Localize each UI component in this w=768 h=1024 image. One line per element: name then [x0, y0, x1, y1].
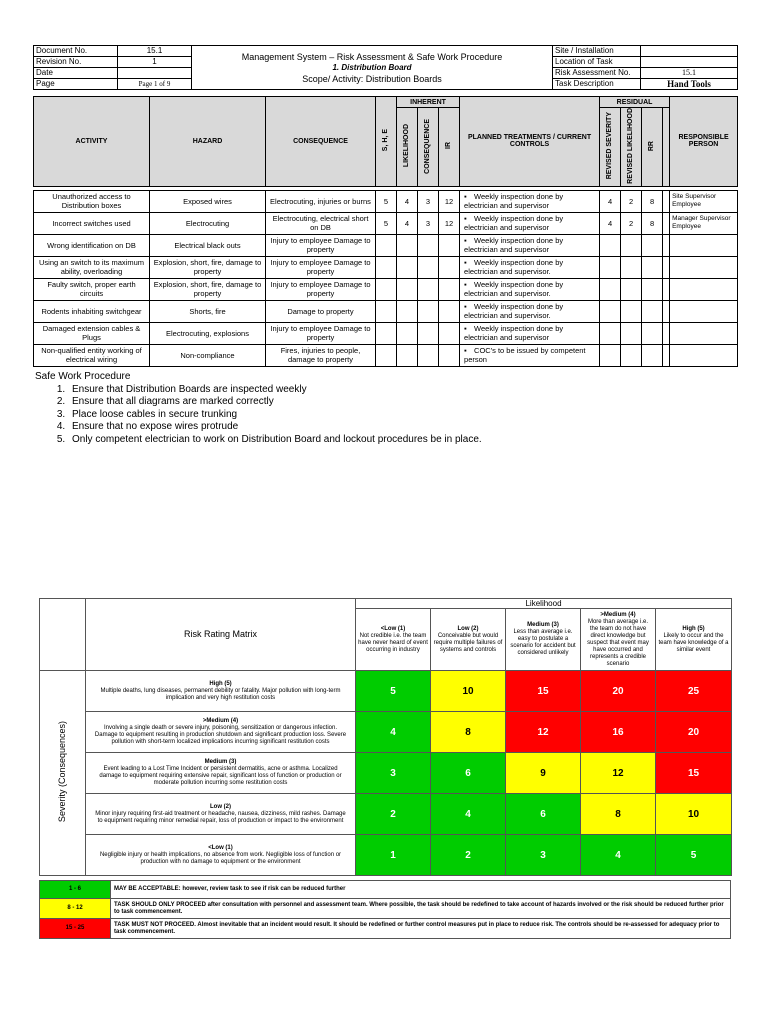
severity-row	[40, 794, 732, 835]
risk-score-cell: 3	[356, 753, 431, 794]
location-value	[641, 57, 738, 68]
consequence-rating-cell: 3	[418, 190, 439, 212]
likelihood-cell	[397, 344, 418, 366]
table-row	[34, 212, 738, 234]
scope-activity: Scope/ Activity: Distribution Boards	[302, 73, 442, 84]
swp-item: 3. Place loose cables in secure trunking	[68, 409, 482, 422]
col-ir: IR	[439, 108, 460, 187]
risk-score-cell: 6	[431, 753, 506, 794]
table-row	[34, 300, 738, 322]
control-text: Weekly inspection done by electrician and supervisor.	[464, 280, 564, 299]
consequence-cell: Injury to employee Damage to property	[266, 256, 376, 278]
likelihood-header	[431, 609, 506, 671]
col-responsible: RESPONSIBLE PERSON	[670, 97, 738, 187]
activity-cell: Rodents inhabiting switchgear	[34, 300, 150, 322]
risk-score-cell: 9	[506, 753, 581, 794]
control-cell	[460, 300, 600, 322]
col-likelihood: LIKELIHOOD	[397, 108, 418, 187]
matrix-corner	[40, 599, 86, 671]
consequence-cell: Injury to employee Damage to property	[266, 322, 376, 344]
revised-likelihood-cell: 2	[621, 190, 642, 212]
responsible-cell: Manager Supervisor Employee	[670, 212, 738, 234]
control-cell	[460, 234, 600, 256]
spacer-cell	[663, 322, 670, 344]
risk-score-cell: 5	[656, 835, 732, 876]
hazard-cell: Explosion, short, fire, damage to property	[150, 256, 266, 278]
table-row	[34, 234, 738, 256]
hazard-cell: Electrocuting	[150, 212, 266, 234]
likelihood-header	[356, 609, 431, 671]
site-label: Site / Installation	[553, 46, 641, 57]
col-hazard: HAZARD	[150, 97, 266, 187]
likelihood-description: Less than average i.e. easy to postulate a scenario for accident but considered unlikely	[510, 629, 576, 656]
risk-score-cell: 15	[656, 753, 732, 794]
risk-score-cell: 4	[581, 835, 656, 876]
consequence-cell: Fires, injuries to people, damage to property	[266, 344, 376, 366]
severity-row	[40, 753, 732, 794]
revised-likelihood-cell	[621, 344, 642, 366]
hazard-cell: Explosion, short, fire, damage to property	[150, 278, 266, 300]
severity-header	[86, 712, 356, 753]
col-spacer	[663, 108, 670, 187]
swp-item: 2. Ensure that all diagrams are marked correctly	[68, 396, 482, 409]
table-row	[34, 256, 738, 278]
swp-item: 5. Only competent electrician to work on Distribution Board and lockout procedures be in place.	[68, 434, 482, 447]
responsible-cell	[670, 234, 738, 256]
risk-legend	[39, 880, 731, 939]
matrix-title: Risk Rating Matrix	[86, 599, 356, 671]
responsible-cell	[670, 256, 738, 278]
severity-description: Negligible injury or health implications, no absence from work. Negligible loss of function or production with no damage to equipment or the environment	[99, 851, 342, 865]
ir-cell	[439, 234, 460, 256]
rr-cell	[642, 300, 663, 322]
severity-header	[86, 794, 356, 835]
likelihood-cell	[397, 300, 418, 322]
likelihood-heading: >Medium (4)	[600, 611, 636, 618]
risk-score-cell: 25	[656, 671, 732, 712]
page-value: Page 1 of 9	[118, 79, 192, 90]
she-cell	[376, 234, 397, 256]
risk-score-cell: 8	[431, 712, 506, 753]
she-cell: 5	[376, 190, 397, 212]
likelihood-cell: 4	[397, 190, 418, 212]
risk-score-cell: 10	[656, 794, 732, 835]
responsible-cell: Site Supervisor Employee	[670, 190, 738, 212]
spacer-cell	[663, 300, 670, 322]
control-text: Weekly inspection done by electrician and supervisor.	[464, 258, 564, 277]
activity-cell: Damaged extension cables & Plugs	[34, 322, 150, 344]
likelihood-cell	[397, 322, 418, 344]
she-cell	[376, 278, 397, 300]
bullet-icon: ▪	[464, 280, 467, 290]
col-controls: PLANNED TREATMENTS / CURRENT CONTROLS	[460, 97, 600, 187]
control-text: Weekly inspection done by electrician and supervisor	[464, 324, 564, 343]
control-cell	[460, 344, 600, 366]
responsible-cell	[670, 344, 738, 366]
spacer-cell	[663, 234, 670, 256]
control-text: COC's to be issued by competent person	[464, 346, 586, 365]
control-text: Weekly inspection done by electrician and supervisor	[464, 236, 564, 255]
location-label: Location of Task	[553, 57, 641, 68]
hazard-cell: Exposed wires	[150, 190, 266, 212]
severity-axis	[40, 671, 86, 876]
date-value	[118, 68, 192, 79]
rr-cell	[642, 278, 663, 300]
severity-heading: High (5)	[209, 680, 232, 687]
legend-range: 15 - 25	[40, 919, 111, 939]
severity-row	[40, 835, 732, 876]
document-title: Management System – Risk Assessment & Safe Work Procedure	[241, 51, 503, 62]
hazard-cell: Non-compliance	[150, 344, 266, 366]
consequence-rating-cell	[418, 322, 439, 344]
risk-score-cell: 15	[506, 671, 581, 712]
doc-no-label: Document No.	[34, 46, 118, 57]
control-cell	[460, 212, 600, 234]
activity-cell: Faulty switch, proper earth circuits	[34, 278, 150, 300]
she-cell	[376, 256, 397, 278]
consequence-rating-cell	[418, 256, 439, 278]
severity-heading: Low (2)	[210, 803, 231, 810]
spacer-cell	[663, 190, 670, 212]
task-value: Hand Tools	[641, 79, 738, 90]
consequence-cell: Damage to property	[266, 300, 376, 322]
severity-row	[40, 671, 732, 712]
consequence-rating-cell	[418, 234, 439, 256]
revised-severity-cell	[600, 344, 621, 366]
spacer-cell	[663, 212, 670, 234]
risk-score-cell: 10	[431, 671, 506, 712]
bullet-icon: ▪	[464, 302, 467, 312]
col-revised-severity: REVISED SEVERITY	[600, 108, 621, 187]
rr-cell: 8	[642, 212, 663, 234]
revised-likelihood-cell	[621, 256, 642, 278]
revised-likelihood-cell	[621, 322, 642, 344]
col-inherent: INHERENT	[397, 97, 460, 108]
risk-score-cell: 1	[356, 835, 431, 876]
severity-heading: Medium (3)	[204, 759, 237, 765]
likelihood-heading: High (5)	[682, 625, 705, 632]
consequence-cell: Electrocuting, electrical short on DB	[266, 212, 376, 234]
document-header-table	[33, 45, 738, 90]
revised-severity-cell	[600, 234, 621, 256]
consequence-cell: Injury to employee Damage to property	[266, 234, 376, 256]
ir-cell	[439, 300, 460, 322]
severity-description: Minor injury requiring first-aid treatment or headache, nausea, dizziness, mild rashes. Damage to equipment requiring minor remedial repair, loss of production or impact to the environment	[95, 810, 346, 824]
revised-severity-cell	[600, 278, 621, 300]
safe-work-procedure	[35, 371, 482, 446]
document-subtitle: 1. Distribution Board	[332, 62, 412, 72]
revision-value: 1	[118, 57, 192, 68]
bullet-icon: ▪	[464, 258, 467, 268]
legend-row	[40, 899, 731, 919]
site-value	[641, 46, 738, 57]
responsible-cell	[670, 322, 738, 344]
consequence-rating-cell	[418, 344, 439, 366]
swp-item: 1. Ensure that Distribution Boards are inspected weekly	[68, 384, 482, 397]
legend-row	[40, 919, 731, 939]
activity-cell: Unauthorized access to Distribution boxes	[34, 190, 150, 212]
consequence-cell: Injury to employee Damage to property	[266, 278, 376, 300]
responsible-cell	[670, 278, 738, 300]
activity-cell: Wrong identification on DB	[34, 234, 150, 256]
rr-cell	[642, 344, 663, 366]
task-label: Task Description	[553, 79, 641, 90]
bullet-icon: ▪	[464, 236, 467, 246]
risk-score-cell: 12	[506, 712, 581, 753]
ir-cell	[439, 278, 460, 300]
severity-header	[86, 753, 356, 794]
control-cell	[460, 278, 600, 300]
spacer-cell	[663, 344, 670, 366]
revised-likelihood-cell: 2	[621, 212, 642, 234]
rr-cell	[642, 234, 663, 256]
severity-label: Severity (Consequences)	[57, 720, 67, 823]
table-row	[34, 344, 738, 366]
legend-text: MAY BE ACCEPTABLE: however, review task to see if risk can be reduced further	[111, 881, 731, 899]
revised-severity-cell	[600, 322, 621, 344]
rr-cell	[642, 256, 663, 278]
consequence-cell: Electrocuting, injuries or burns	[266, 190, 376, 212]
likelihood-description: Conceivable but would require multiple failures of systems and controls	[433, 632, 503, 653]
likelihood-header	[506, 609, 581, 671]
revised-likelihood-cell	[621, 278, 642, 300]
doc-no-value: 15.1	[118, 46, 192, 57]
likelihood-description: Likely to occur and the team have knowledge of a similar event	[658, 632, 729, 653]
legend-text: TASK SHOULD ONLY PROCEED after consultation with personnel and assessment team. Where possible, the task should be redefined to take account of hazards involved or the risk should be reduced further prior to task commencement.	[111, 899, 731, 919]
revision-label: Revision No.	[34, 57, 118, 68]
severity-description: Multiple deaths, lung diseases, permanent debility or fatality. Major pollution with long-term implication and very high restitution costs	[100, 687, 341, 701]
control-cell	[460, 190, 600, 212]
likelihood-heading: Medium (3)	[527, 622, 559, 628]
severity-row	[40, 712, 732, 753]
revised-severity-cell: 4	[600, 212, 621, 234]
likelihood-heading: <Low (1)	[380, 625, 406, 632]
legend-range: 8 - 12	[40, 899, 111, 919]
severity-header	[86, 671, 356, 712]
bullet-icon: ▪	[464, 324, 467, 334]
likelihood-cell	[397, 256, 418, 278]
hazard-cell: Electrical black outs	[150, 234, 266, 256]
risk-score-cell: 20	[581, 671, 656, 712]
hazard-cell: Electrocuting, explosions	[150, 322, 266, 344]
likelihood-header	[656, 609, 732, 671]
bullet-icon: ▪	[464, 214, 467, 224]
risk-score-cell: 8	[581, 794, 656, 835]
risk-score-cell: 20	[656, 712, 732, 753]
ra-no-value: 15.1	[641, 68, 738, 79]
legend-range: 1 - 6	[40, 881, 111, 899]
table-row	[34, 322, 738, 344]
header-title-block	[192, 46, 553, 90]
consequence-rating-cell: 3	[418, 212, 439, 234]
revised-severity-cell	[600, 256, 621, 278]
she-cell	[376, 322, 397, 344]
risk-rows	[34, 190, 738, 366]
risk-score-cell: 3	[506, 835, 581, 876]
col-rr: RR	[642, 108, 663, 187]
col-activity: ACTIVITY	[34, 97, 150, 187]
risk-score-cell: 16	[581, 712, 656, 753]
activity-cell: Non-qualified entity working of electrical wiring	[34, 344, 150, 366]
likelihood-heading: Low (2)	[457, 625, 479, 632]
date-label: Date	[34, 68, 118, 79]
risk-assessment-table	[33, 96, 738, 367]
likelihood-description: More than average i.e. the team do not have direct knowledge but suspect that event may have occurred and represents a credible scenario	[587, 618, 649, 667]
control-cell	[460, 322, 600, 344]
col-consequence: CONSEQUENCE	[266, 97, 376, 187]
spacer-cell	[663, 278, 670, 300]
risk-score-cell: 12	[581, 753, 656, 794]
risk-score-cell: 2	[431, 835, 506, 876]
legend-row	[40, 881, 731, 899]
risk-score-cell: 2	[356, 794, 431, 835]
swp-item: 4. Ensure that no expose wires protrude	[68, 421, 482, 434]
rr-cell	[642, 322, 663, 344]
likelihood-cell	[397, 278, 418, 300]
consequence-rating-cell	[418, 278, 439, 300]
severity-description: Event leading to a Lost Time Incident or persistent dermatitis, acne or asthma. Localized damage to equipment requiring extensive repair, significant loss of function or production or moderate pollution incurring some restitution costs	[99, 766, 342, 786]
col-residual: RESIDUAL	[600, 97, 670, 108]
likelihood-cell: 4	[397, 212, 418, 234]
ir-cell	[439, 256, 460, 278]
control-text: Weekly inspection done by electrician and supervisor	[464, 214, 564, 233]
activity-cell: Incorrect switches used	[34, 212, 150, 234]
ir-cell	[439, 344, 460, 366]
revised-severity-cell: 4	[600, 190, 621, 212]
legend-text: TASK MUST NOT PROCEED. Almost inevitable that an incident would result. It should be redefined or further control measures put in place to reduce risk. The controls should be re-assessed for adequacy prior to task commencement.	[111, 919, 731, 939]
ir-cell: 12	[439, 212, 460, 234]
she-cell	[376, 344, 397, 366]
she-cell: 5	[376, 212, 397, 234]
ra-no-label: Risk Assessment No.	[553, 68, 641, 79]
severity-heading: <Low (1)	[208, 844, 233, 851]
likelihood-cell	[397, 234, 418, 256]
hazard-cell: Shorts, fire	[150, 300, 266, 322]
risk-score-cell: 4	[431, 794, 506, 835]
revised-severity-cell	[600, 300, 621, 322]
she-cell	[376, 300, 397, 322]
table-row	[34, 190, 738, 212]
spacer-cell	[663, 256, 670, 278]
risk-score-cell: 4	[356, 712, 431, 753]
col-revised-likelihood: REVISED LIKELIHOOD	[621, 108, 642, 187]
table-row	[34, 278, 738, 300]
activity-cell: Using an switch to its maximum ability, overloading	[34, 256, 150, 278]
severity-description: Involving a single death or severe injury, poisoning, sensitization or dangerous infection. Damage to equipment resulting in production shutdown and significant production loss. Severe pollution with short-term localized implications incurring significant restitution costs	[94, 725, 347, 745]
revised-likelihood-cell	[621, 234, 642, 256]
risk-score-cell: 6	[506, 794, 581, 835]
likelihood-label: Likelihood	[356, 599, 732, 609]
risk-score-cell: 5	[356, 671, 431, 712]
control-text: Weekly inspection done by electrician and supervisor	[464, 192, 564, 211]
revised-likelihood-cell	[621, 300, 642, 322]
severity-header	[86, 835, 356, 876]
control-cell	[460, 256, 600, 278]
ir-cell: 12	[439, 190, 460, 212]
consequence-rating-cell	[418, 300, 439, 322]
likelihood-header	[581, 609, 656, 671]
bullet-icon: ▪	[464, 346, 467, 356]
risk-rating-matrix	[39, 598, 732, 876]
swp-title: Safe Work Procedure	[35, 371, 131, 382]
bullet-icon: ▪	[464, 192, 467, 202]
rr-cell: 8	[642, 190, 663, 212]
col-consequence-rating: CONSEQUENCE	[418, 108, 439, 187]
likelihood-description: Not credible i.e. the team have never heard of event occurring in industry	[358, 632, 428, 653]
page-label: Page	[34, 79, 118, 90]
ir-cell	[439, 322, 460, 344]
control-text: Weekly inspection done by electrician and supervisor.	[464, 302, 564, 321]
responsible-cell	[670, 300, 738, 322]
col-she: S, H, E	[376, 97, 397, 187]
swp-list	[68, 384, 482, 447]
severity-heading: >Medium (4)	[202, 718, 239, 724]
